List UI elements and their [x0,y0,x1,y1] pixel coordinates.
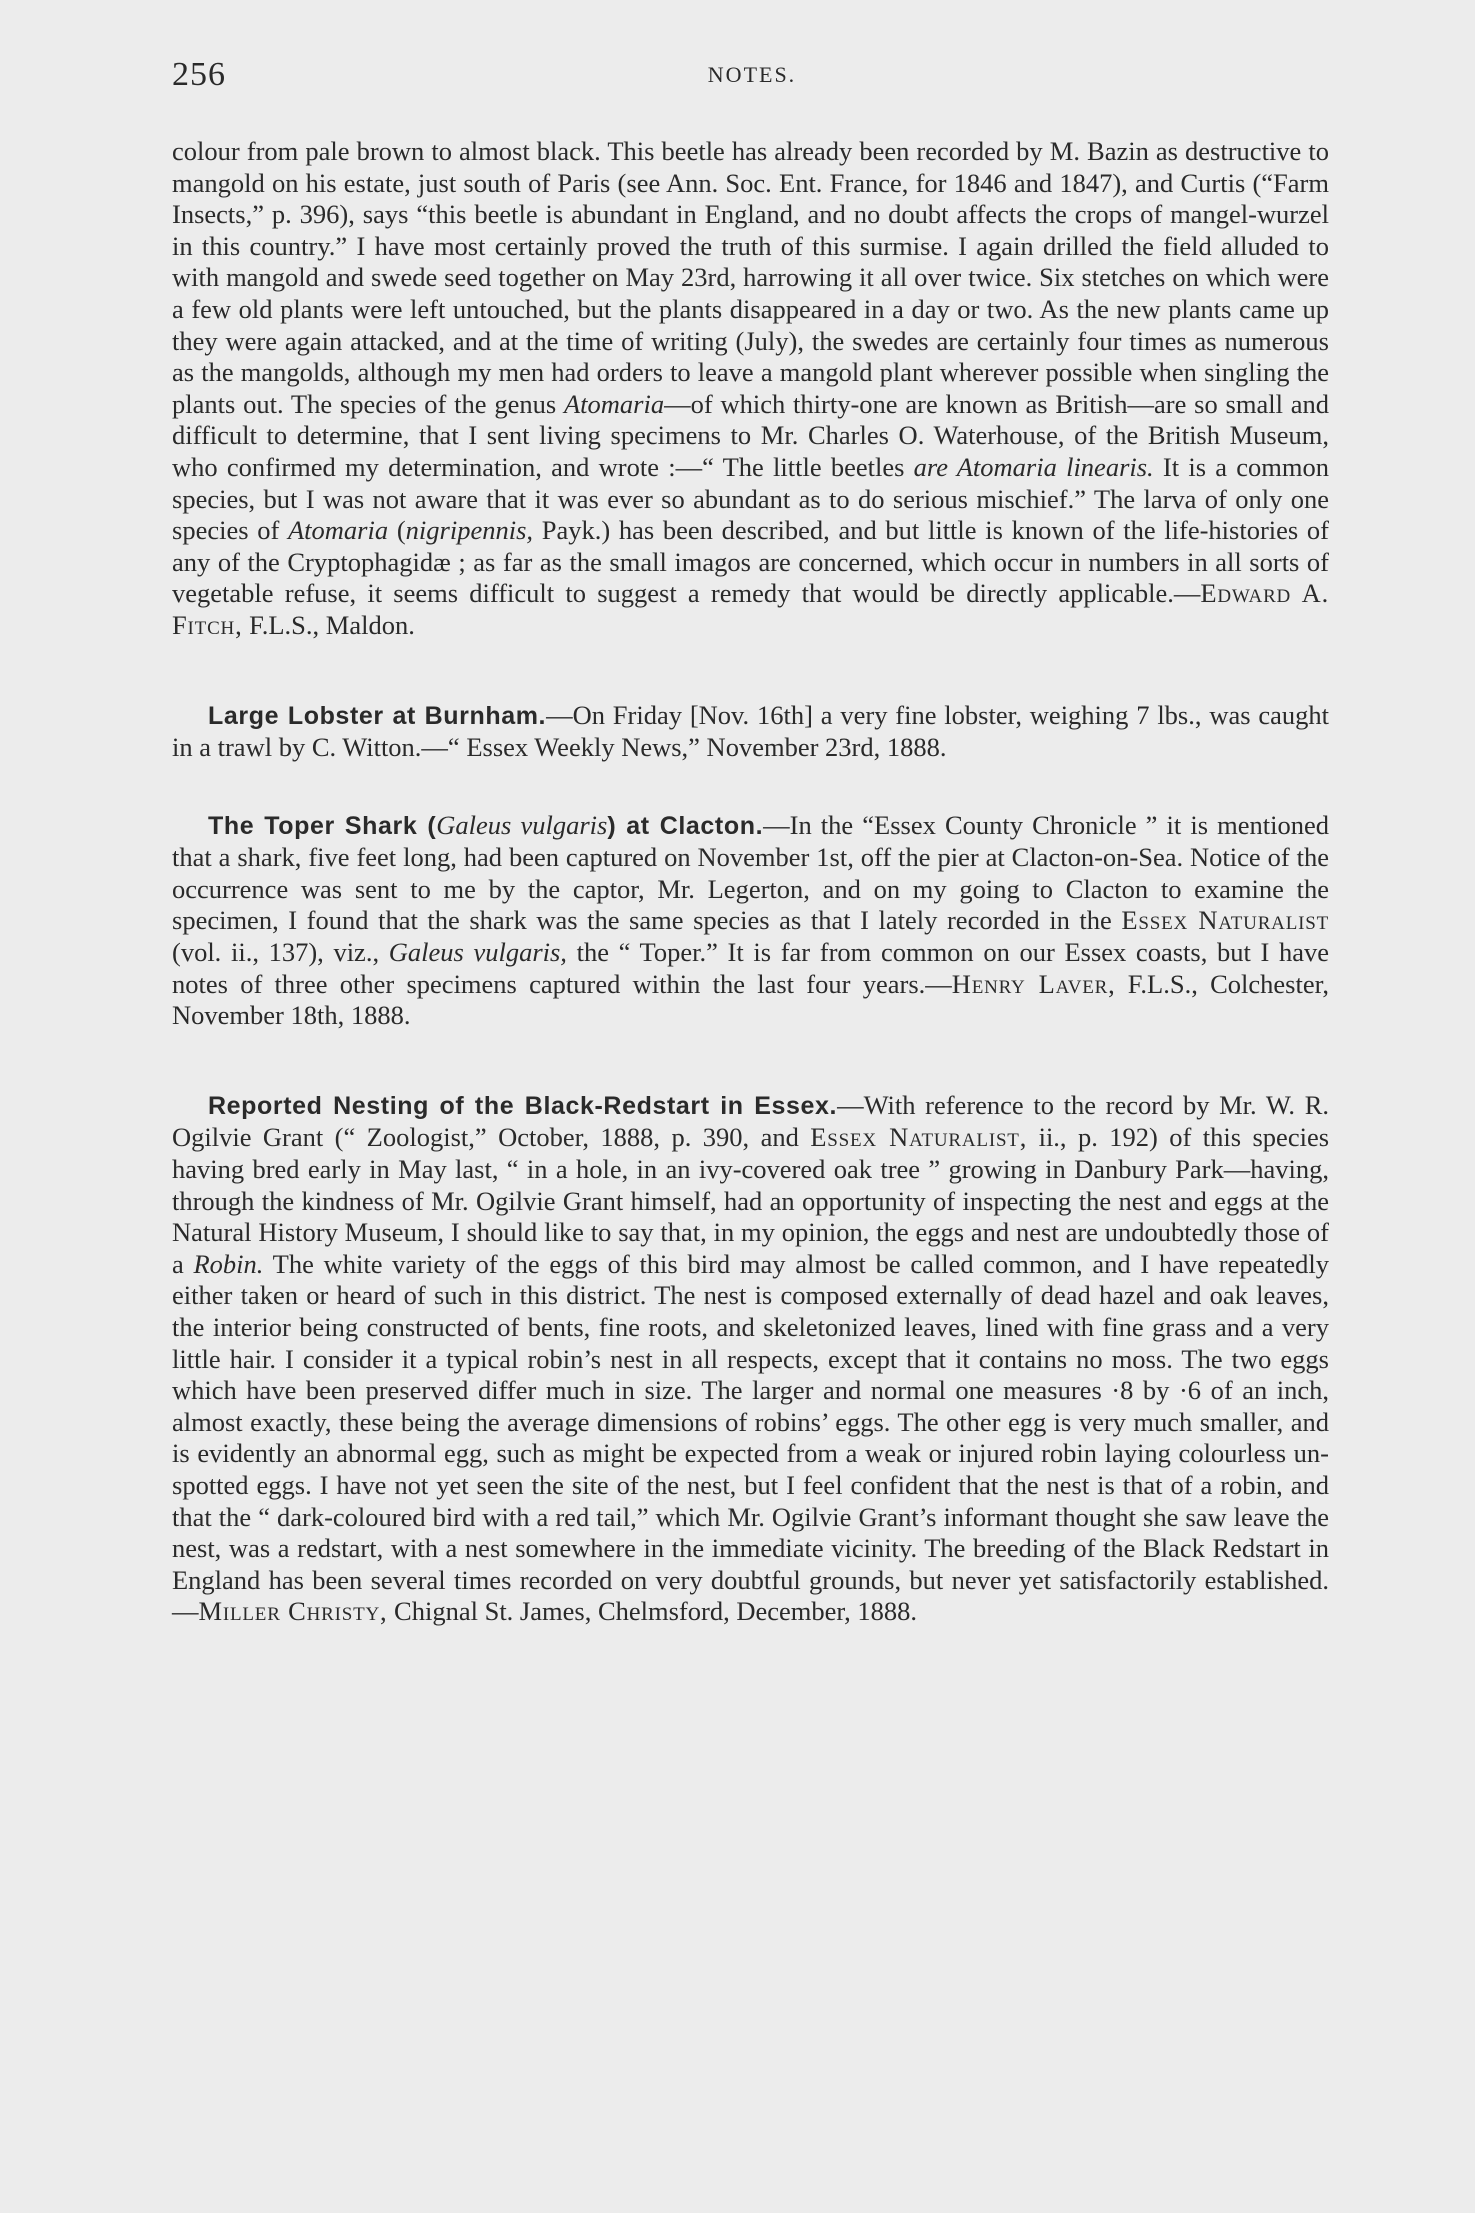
spacer [172,642,1329,700]
note-heading-italic: Galeus vulgaris [436,809,608,840]
journal-title: Essex Naturalist, [810,1122,1028,1153]
text-run: F.L.S., Colchester, November 18th, 1888. [172,968,1329,1031]
text-run: Chignal St. James, Chelmsford, December, 1888. [387,1596,918,1627]
spacer [172,764,1329,810]
spacer [172,1032,1329,1090]
text-run: —of which thirty-one are known as British—are so small and difficult to determine, that I sent living specimens to Mr. Charles O. Waterhouse, of the British Museum, who confirmed my determination, and wrote :—“ The little beetles [172,388,1329,482]
author-signature: Henry Laver, [951,968,1116,999]
text-run: The white variety of the eggs of this bird may almost be called common, and I have repeatedly either taken or heard of such in this district. The nest is composed externally of dead hazel and oak leaves, the interior being constructed of bents, fine roots, and skeletonized leaves, lined with fine grass and a very little hair. I consider it a typical robin’s nest in all respects, except that it contains no moss. The two eggs which have been preserved differ much in size. The larger and normal one measures ·8 by ·6 of an inch, almost exactly, these being the average dimensions of robins’ eggs. The other egg is very much smaller, and is evidently an abnormal egg, such as might be expected from a weak or injured robin laying colourless un-spotted eggs. I have not yet seen the site of the nest, but I feel confident that the nest is that of a robin, and that the “ dark-coloured bird with a red tail,” which Mr. Ogilvie Grant’s informant thought she saw leave the nest, was a redstart, with a nest somewhere in the immediate vicinity. The breeding of the Black Redstart in England has been several times recorded on very doubtful grounds, but never yet satisfactorily established.— [172,1248,1329,1627]
note-heading: Reported Nesting of the Black-Redstart in Essex. [208,1091,838,1120]
text-run: —With reference to the record by Mr. W. R. Ogilvie Grant (“ Zoologist,” October, 1888, p. 390, and [172,1089,1329,1153]
text-run: It is a common species, but I was not aware that it was ever so abundant as to do serious mischief.” The larva of only one species of [172,451,1329,546]
paragraph-beetle-continued [172,136,1329,642]
text-run: —In the “Essex County Chronicle ” it is mentioned that a shark, five feet long, had been captured on November 1st, off the pier at Clacton-on-Sea. Notice of the occurrence was sent to me by the captor, Mr. Legerton, and on my going to Clacton to examine the specimen, I found that the shark was the same species as that I lately recorded in the [172,809,1329,936]
author-signature: Edward A. Fitch, [172,578,1329,640]
italic-run: Atomaria [288,515,389,546]
italic-run: Atomaria [563,388,665,419]
running-head: NOTES. [707,62,797,87]
italic-run: Galeus vulgaris, [388,937,567,968]
text-run: ( [388,515,406,546]
page-body [172,136,1329,1628]
page-header [172,56,1332,100]
note-heading: The Toper Shark ( [208,811,437,840]
text-run: Payk.) has been described, and but little is known of the life-histories of any of the Cryptophagidæ ; as far as the small imagos are concerned, which occur in numbers in all sorts of vegetable refuse, it seems difficult to suggest a remedy that would be directly applicable.— [172,515,1329,609]
text-run: F.L.S., Maldon. [242,609,415,640]
paragraph-lobster [172,700,1329,764]
text-run: ii., p. 192) of this species having bred early in May last, “ in a hole, in an ivy-covered oak tree ” growing in Danbury Park—having, through the kindness of Mr. Ogilvie Grant himself, had an opportunity of inspecting the nest and eggs at the Natural History Museum, I should like to say that, in my opinion, the eggs and nest are undoubtedly those of a [172,1122,1330,1279]
note-heading: Large Lobster at Burnham. [208,701,547,730]
italic-run: nigripennis, [405,515,534,546]
author-signature: Miller Christy, [198,1596,388,1627]
page-number: 256 [172,56,226,93]
text-run: (vol. ii., 137), viz., [172,937,389,968]
text-run: the “ Toper.” It is far from common on our Essex coasts, but I have notes of three other specimens captured within the last four years.— [172,937,1329,999]
text-run: colour from pale brown to almost black. This beetle has already been recorded by M. Bazin as destructive to mangold on his estate, just south of Paris (see Ann. Soc. Ent. France, for 1846 and 1847), and Curtis (“Farm Insects,” p. 396), says “this beetle is abundant in England, and no doubt affects the crops of mangel-wurzel in this country.” I have most certainly proved the truth of this surmise. I again drilled the field alluded to with mangold and swede seed together on May 23rd, harrowing it all over twice. Six stetches on which were a few old plants were left untouched, but the plants disappeared in a day or two. As the new plants came up they were again attacked, and at the time of writing (July), the swedes are certainly four times as numerous as the mangolds, although my men had orders to leave a mangold plant wherever possible when singling the plants out. The species of the genus [172,136,1329,419]
note-heading: ) at Clacton. [607,811,764,840]
paragraph-redstart [172,1090,1329,1628]
text-run: —On Friday [Nov. 16th] a very fine lobster, weighing 7 lbs., was caught in a trawl by C. Witton.—“ Essex Weekly News,” November 23rd, 1888. [172,699,1329,763]
journal-title: Essex Naturalist [1121,905,1329,936]
paragraph-shark [172,810,1329,1032]
italic-run: are Atomaria linearis. [913,451,1154,482]
italic-run: Robin. [193,1248,264,1279]
